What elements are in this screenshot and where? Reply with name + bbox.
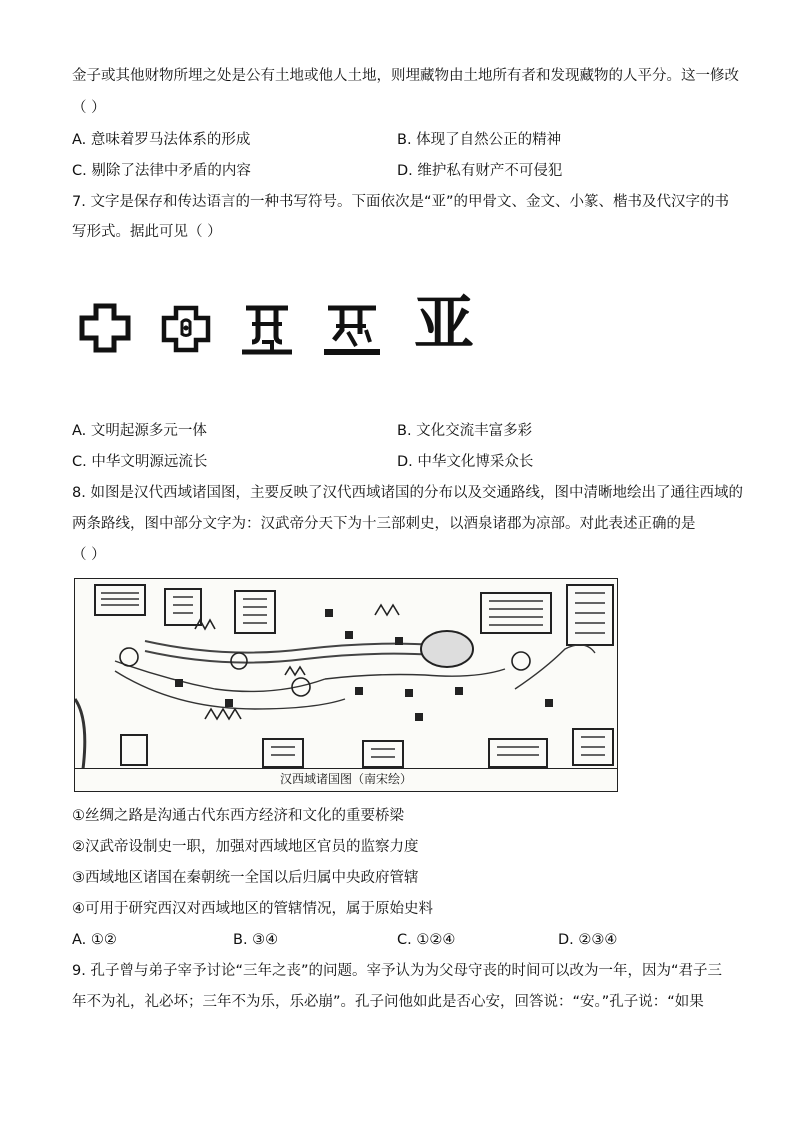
western-regions-map-figure: [74, 578, 618, 792]
q8-statement-2: ②汉武帝设制史一职，加强对西域地区官员的监察力度: [72, 839, 419, 855]
q8-answer-paren: （ ）: [72, 547, 106, 563]
q7-option-c: C. 中华文明源远流长: [72, 454, 208, 470]
q8-statement-1: ①丝绸之路是沟通古代东西方经济和文化的重要桥梁: [72, 808, 404, 824]
q6-option-b: B. 体现了自然公正的精神: [397, 132, 562, 148]
q6-answer-paren: （ ）: [72, 100, 106, 116]
q8-option-c: C. ①②④: [397, 932, 456, 948]
q7-stem-line1: 7. 文字是保存和传达语言的一种书写符号。下面依次是“亚”的甲骨文、金文、小篆、楷书及代汉字的书: [72, 194, 729, 210]
ya-small-seal-glyph: [238, 302, 296, 358]
q6-option-a: A. 意味着罗马法体系的形成: [72, 132, 251, 148]
q8-stem-line2: 两条路线，图中部分文字为：汉武帝分天下为十三部刺史，以酒泉诸郡为凉部。对此表述正确的是: [72, 516, 696, 532]
q9-stem-line2: 年不为礼，礼必坏；三年不为乐，乐必崩”。孔子问他如此是否心安，回答说：“安。”孔子说：“如果: [72, 994, 704, 1010]
map-caption: 汉西域诸国图（南宋绘）: [279, 772, 412, 786]
ya-script-evolution-figure: [74, 290, 494, 370]
q6-stem-line: 金子或其他财物所埋之处是公有土地或他人土地，则埋藏物由土地所有者和发现藏物的人平分。这一修改: [72, 68, 739, 84]
ya-oracle-bone-glyph: [78, 302, 132, 354]
q8-option-a: A. ①②: [72, 932, 117, 948]
q7-option-b: B. 文化交流丰富多彩: [397, 423, 533, 439]
q6-option-d: D. 维护私有财产不可侵犯: [397, 163, 563, 179]
q8-stem-line1: 8. 如图是汉代西域诸国图，主要反映了汉代西域诸国的分布以及交通路线，图中清晰地绘出了通往西域的: [72, 485, 743, 501]
q8-option-d: D. ②③④: [558, 932, 618, 948]
q7-stem-line2: 写形式。据此可见（ ）: [72, 224, 222, 240]
q7-option-a: A. 文明起源多元一体: [72, 423, 207, 439]
map-caption-divider: [75, 768, 617, 769]
ya-regular-script-glyph: [320, 300, 384, 360]
q8-statement-4: ④可用于研究西汉对西域地区的管辖情况，属于原始史料: [72, 901, 433, 917]
q7-option-d: D. 中华文化博采众长: [397, 454, 534, 470]
q8-statement-3: ③西域地区诸国在秦朝统一全国以后归属中央政府管辖: [72, 870, 419, 886]
map-illustration: [75, 579, 618, 769]
q6-option-c: C. 剔除了法律中矛盾的内容: [72, 163, 251, 179]
ya-modern-glyph: 亚: [414, 289, 474, 359]
ya-bronze-glyph: [160, 304, 212, 354]
q8-option-b: B. ③④: [233, 932, 279, 948]
q9-stem-line1: 9. 孔子曾与弟子宰予讨论“三年之丧”的问题。宰予认为为父母守丧的时间可以改为一年，因为“君子三: [72, 963, 722, 979]
